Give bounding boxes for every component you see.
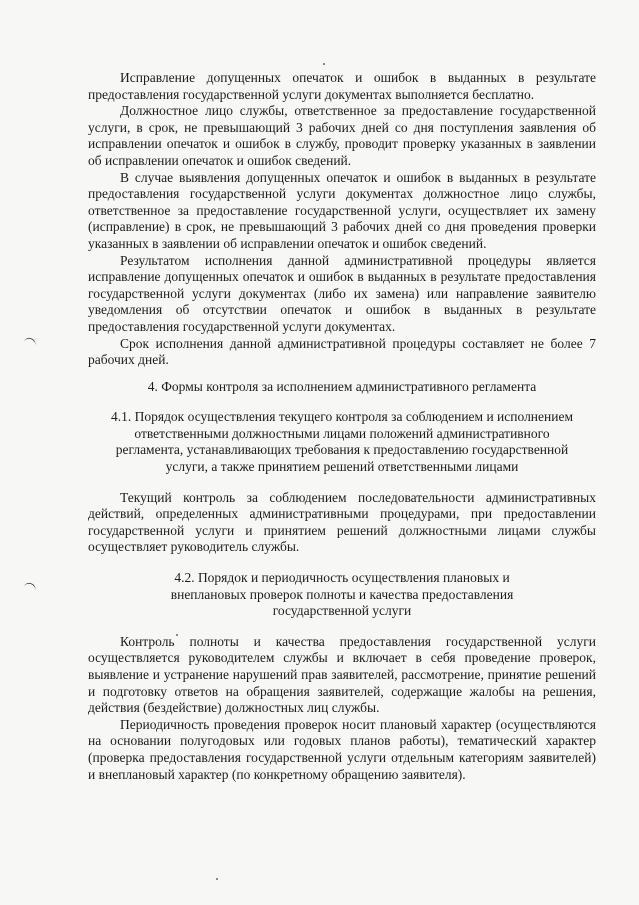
section-4-2-text-control: Контроль полноты и качества предоставления государственной услуги осуществляется руководителем службы и включает в себя проведение проверок, выявление и устранение нарушений прав заявителей, рассмотрение, принятие решений и подготовку ответов на обращения заявителей, содержащие жалобы на решения, действия (бездействие) должностных лиц службы. (88, 633, 596, 716)
paragraph-official-check: Должностное лицо службы, ответственное за предоставление государственной услуги, в срок, не превышающий 3 рабочих дней со дня поступления заявления об исправлении опечаток и ошибок в службу, проводит проверку указанных в заявлении об исправлении опечаток и ошибок сведений. (88, 103, 596, 168)
paragraph-procedure-result: Результатом исполнения данной административной процедуры является исправление допущенных опечаток и ошибок в выданных в результате предоставления государственной услуги документах (либо их замена) или направление заявителю уведомления об отсутствии опечаток и ошибок в выданных в результате предоставления государственной услуги документах. (88, 252, 596, 334)
paragraph-procedure-term: Срок исполнения данной административной процедуры составляет не более 7 рабочих дней. (88, 335, 596, 368)
section-4-1-title: 4.1. Порядок осуществления текущего контроля за соблюдением и исполнением ответственными должностными лицами положений административного регламента, устанавливающих требования к предоставлению государственной услуги, а также принятием решений ответственными лицами (110, 409, 574, 475)
binding-hole-mark (23, 581, 37, 592)
section-4-2-text-periodicity: Периодичность проведения проверок носит плановый характер (осуществляются на основании полугодовых или годовых планов работы), тематический характер (проверка предоставления государственной услуги отдельным категориям заявителей) и внеплановый характер (по конкретному обращению заявителя). (88, 716, 596, 782)
section-4-2-title: 4.2. Порядок и периодичность осуществления плановых и внеплановых проверок полноты и качества предоставления государственной услуги (170, 570, 514, 619)
scan-speck (216, 878, 218, 880)
paragraph-replacement: В случае выявления допущенных опечаток и ошибок в выданных в результате предоставления государственной услуги документах должностное лицо службы, ответственное за предоставление государственной услуги, осуществляет их замену (исправление) в срок, не превышающий 3 рабочих дней со дня проведения проверки указанных в заявлении об исправлении опечаток и ошибок сведений. (88, 169, 596, 251)
scan-speck (323, 63, 325, 65)
document-body (88, 70, 596, 783)
binding-hole-mark (23, 336, 37, 347)
section-4-1-text: Текущий контроль за соблюдением последовательности административных действий, определенных административными процедурами, при предоставлении государственной услуги и принятием решений должностными лицами службы осуществляет руководитель службы. (88, 489, 596, 555)
section-4-title: 4. Формы контроля за исполнением административного регламента (147, 378, 537, 394)
paragraph-typo-correction-free: Исправление допущенных опечаток и ошибок в выданных в результате предоставления государственной услуги документах выполняется бесплатно. (88, 70, 596, 102)
